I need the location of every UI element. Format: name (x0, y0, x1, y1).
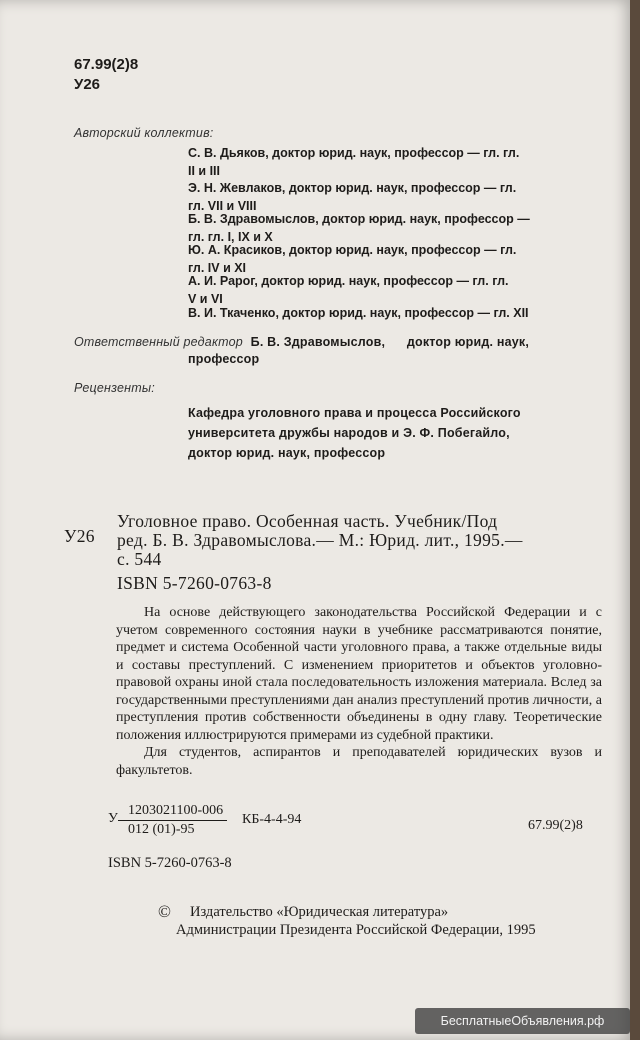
bbk-code: 67.99(2)8 (74, 56, 139, 73)
reviewer-line: университета дружбы народов и Э. Ф. Побегайло, (188, 426, 510, 440)
reviewer-line: Кафедра уголовного права и процесса Российского (188, 406, 521, 420)
author-line: Э. Н. Жевлаков, доктор юрид. наук, профессор — гл. (188, 181, 517, 195)
author-line: В. И. Ткаченко, доктор юрид. наук, профессор — гл. XII (188, 306, 529, 320)
publishing-index (108, 803, 227, 838)
bib-line: ред. Б. В. Здравомыслова.— М.: Юрид. лит., 1995.— (117, 530, 523, 550)
author-line: V и VI (188, 292, 223, 306)
author-line: Б. В. Здравомыслов, доктор юрид. наук, профессор — (188, 212, 530, 226)
author-line: гл. VII и VIII (188, 199, 257, 213)
index-denominator: 012 (01)-95 (128, 822, 195, 837)
author-line: С. В. Дьяков, доктор юрид. наук, профессор — гл. гл. (188, 146, 520, 160)
annotation (116, 604, 602, 779)
editor-label: Ответственный редактор (74, 335, 243, 349)
annotation-paragraph: Для студентов, аспирантов и преподавателей юридических вузов и факультетов. (116, 745, 602, 778)
editor-name: Б. В. Здравомыслов, (250, 335, 386, 349)
watermark-text: БесплатныеОбъявления.рф (440, 1014, 605, 1028)
annotation-paragraph: На основе действующего законодательства Российской Федерации и с учетом современного состояния науки в учебнике рассматриваются понятие, предмет и система Особенной части уголовного права, а также отдельные виды и составы преступлений. С изменением приоритетов и объектов уголовно-правовой охраны иной стала последовательность изложения материала. Вслед за государственными преступлениями дан анализ преступлений против личности, а преступления против собственности объединены в одну главу. Теоретические положения иллюстрируются примерами из судебной практики. (116, 605, 602, 743)
author-sign: У26 (74, 76, 101, 93)
reviewer-line: доктор юрид. наук, профессор (188, 446, 386, 460)
editor-line (74, 335, 529, 349)
bib-line: Уголовное право. Особенная часть. Учебник/Под (117, 511, 498, 531)
isbn-bottom: ISBN 5-7260-0763-8 (108, 855, 232, 871)
author-line: Ю. А. Красиков, доктор юрид. наук, профессор — гл. (188, 243, 517, 257)
watermark-badge (415, 1008, 630, 1034)
index-numerator: 1203021100-006 (118, 803, 227, 821)
index-prefix: У (108, 811, 118, 826)
kb-code: КБ-4-4-94 (242, 812, 302, 827)
author-line: гл. IV и XI (188, 261, 247, 275)
publisher-line: Администрации Президента Российской Федерации, 1995 (176, 922, 536, 938)
copyright-icon: © (158, 902, 171, 921)
author-line: А. И. Рарог, доктор юрид. наук, профессор — гл. гл. (188, 274, 509, 288)
author-line: II и III (188, 164, 220, 178)
reviewers-heading: Рецензенты: (74, 381, 155, 395)
publisher-line: Издательство «Юридическая литература» (190, 904, 449, 920)
editor-degree: доктор юрид. наук, (406, 335, 530, 349)
editor-title: профессор (188, 352, 260, 366)
authors-heading: Авторский коллектив: (74, 126, 214, 140)
bib-isbn: ISBN 5-7260-0763-8 (117, 573, 272, 593)
bib-sign: У26 (64, 526, 95, 546)
page-edge (630, 0, 640, 1040)
bbk-code-bottom: 67.99(2)8 (528, 818, 583, 833)
author-line: гл. гл. I, IX и X (188, 230, 273, 244)
bib-line: с. 544 (117, 549, 162, 569)
